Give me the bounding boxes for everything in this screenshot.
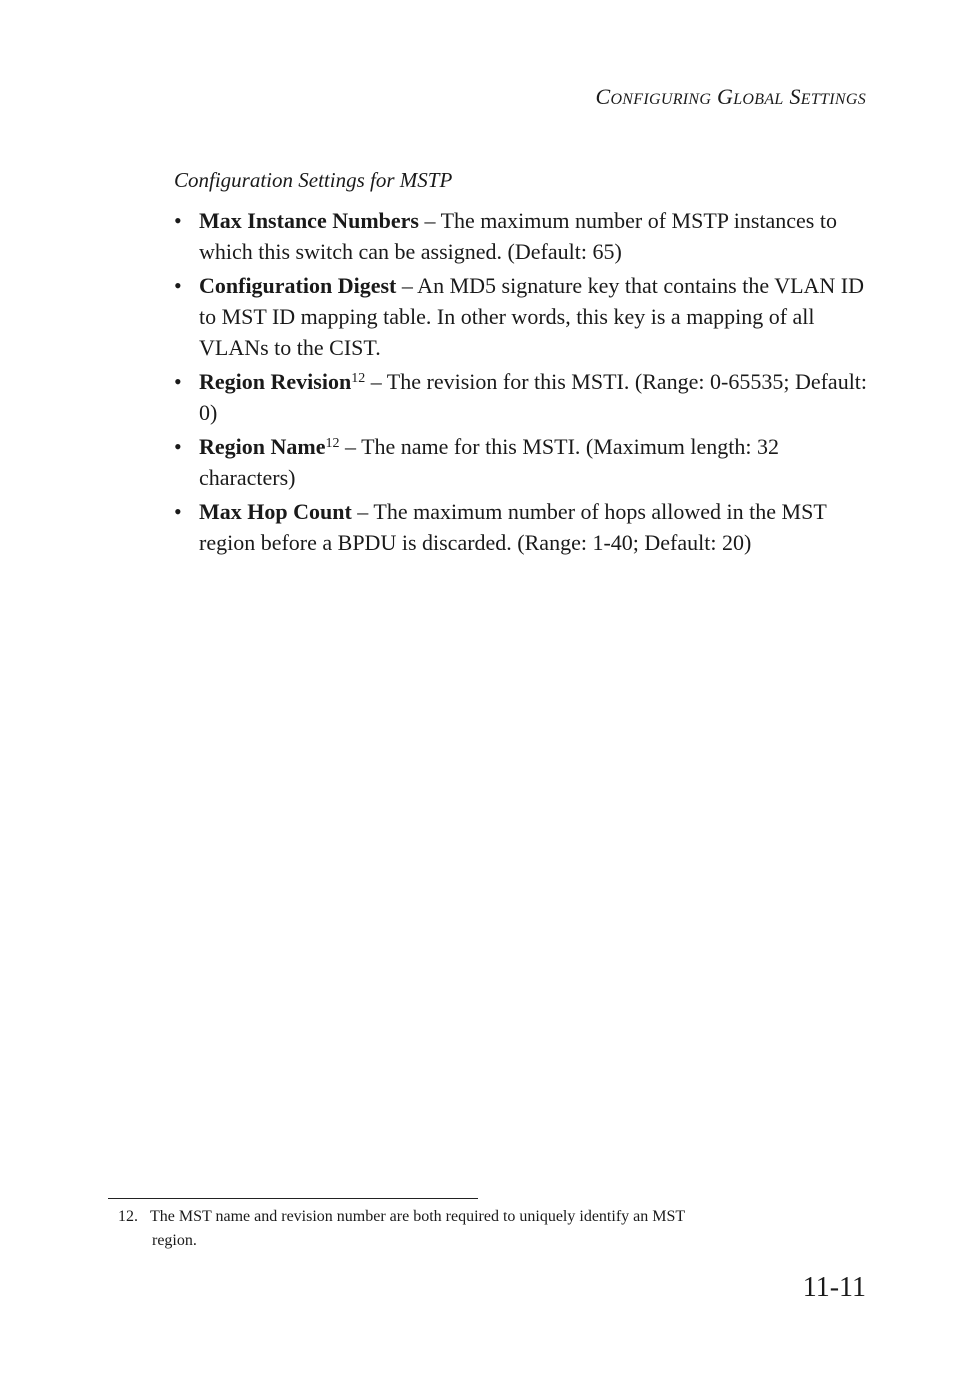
footnote-reference[interactable]: 12: [351, 371, 366, 386]
setting-description: – The maximum number of MSTP instances to which this switch can be assigned. (Default: 65): [199, 208, 837, 264]
list-item: [174, 270, 874, 363]
setting-description: – An MD5 signature key that contains the VLAN ID to MST ID mapping table. In other words, this key is a mapping of all VLANs to the CIST.: [199, 273, 865, 360]
setting-description: – The revision for this MSTI. (Range: 0-65535; Default: 0): [199, 369, 868, 425]
setting-term: Region Name: [199, 434, 326, 459]
running-head-initial: S: [789, 84, 801, 109]
footnote-text: The MST name and revision number are both required to uniquely identify an MST: [150, 1208, 686, 1225]
running-head-initial: C: [595, 84, 611, 109]
running-head: [595, 84, 866, 110]
running-head-word: ONFIGURING: [610, 91, 712, 108]
setting-term: Region Revision: [199, 369, 352, 394]
list-item: [174, 366, 874, 428]
section-title: Configuration Settings for MSTP: [174, 168, 453, 192]
running-head-word: ETTINGS: [800, 91, 866, 108]
list-item: [174, 496, 874, 558]
running-head-initial: G: [717, 84, 734, 109]
footnote-number: 12.: [118, 1208, 138, 1225]
footnote-text-continued: region.: [152, 1232, 197, 1249]
footnote: [118, 1205, 818, 1253]
footnote-reference[interactable]: 12: [325, 436, 340, 451]
setting-term: Max Instance Numbers: [199, 208, 419, 233]
list-item: [174, 431, 874, 493]
footnote-divider: [108, 1198, 478, 1199]
list-item: [174, 205, 874, 267]
setting-term: Max Hop Count: [199, 499, 352, 524]
setting-term: Configuration Digest: [199, 273, 397, 298]
running-head-word: LOBAL: [733, 91, 784, 108]
page-number: 11-11: [802, 1272, 866, 1303]
settings-list: [174, 205, 874, 561]
setting-description: – The maximum number of hops allowed in the MST region before a BPDU is discarded. (Range: 1-40; Default: 20): [199, 499, 827, 555]
setting-description: – The name for this MSTI. (Maximum length: 32 characters): [199, 434, 780, 490]
